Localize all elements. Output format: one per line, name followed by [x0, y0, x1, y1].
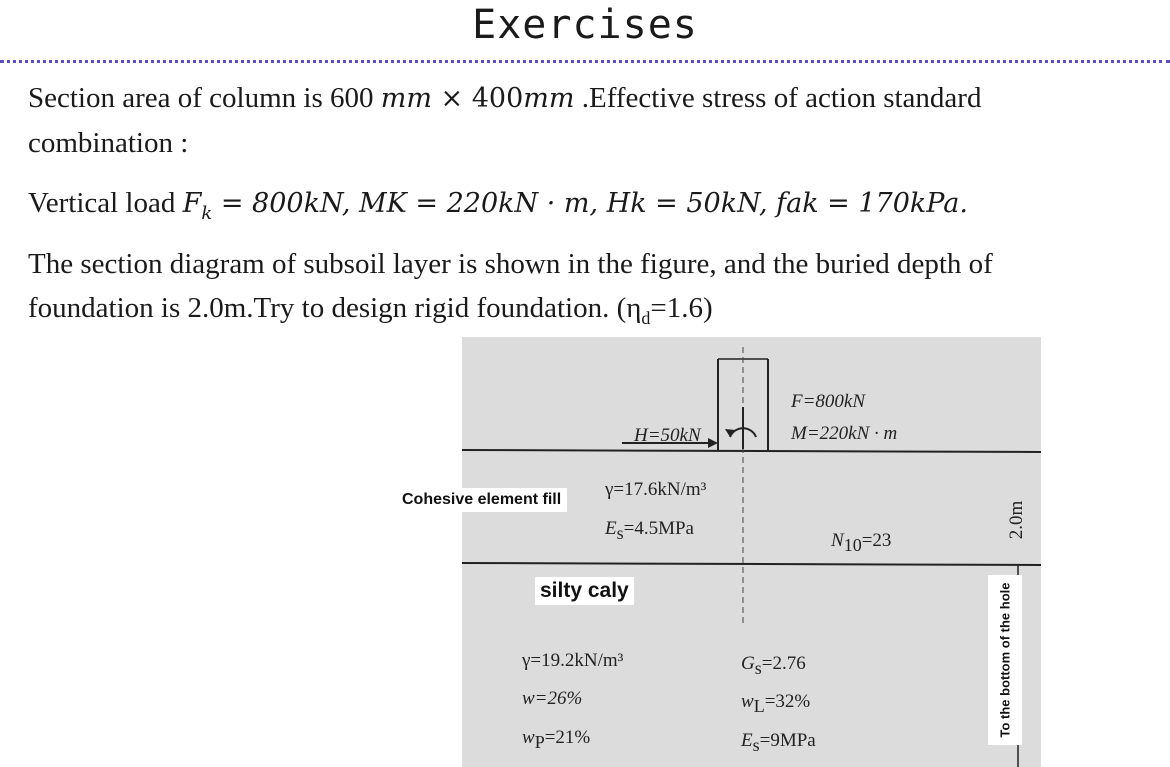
- fill-unit-weight: γ=17.6kN/m³: [605, 479, 707, 500]
- clay-unit-weight: γ=19.2kN/m³: [522, 650, 624, 671]
- math-expression: = 800kN, MK = 220kN · m, Hk = 50kN, fak = 170kPa.: [212, 188, 968, 219]
- math-unit: mm: [380, 83, 432, 114]
- clay-specific-gravity: $G_s=2.76$: [741, 653, 806, 678]
- cohesive-fill-label: Cohesive element fill: [396, 488, 567, 512]
- dotted-divider: [0, 60, 1170, 63]
- clay-liquid-limit: $w_L=32\%$: [741, 691, 811, 716]
- subscript: d: [641, 307, 651, 328]
- text: .Effective stress of action standard: [574, 82, 982, 114]
- text: combination :: [28, 127, 189, 159]
- moment-label: M=220kN · m: [791, 423, 898, 444]
- clay-water-content: w=26%: [522, 688, 583, 709]
- paragraph-section-area: [28, 76, 1148, 165]
- math-unit: mm: [523, 83, 575, 114]
- hole-bottom-label: To the bottom of the hole: [988, 575, 1022, 745]
- soil-section-figure: [462, 337, 1041, 767]
- vertical-load-label: F=800kN: [791, 391, 866, 412]
- clay-modulus: $E_s=9MPa$: [741, 730, 816, 755]
- horizontal-force-label: H=50kN: [634, 425, 701, 446]
- text: =1.6): [650, 292, 713, 324]
- depth-dimension-label: 2.0m: [1006, 500, 1027, 540]
- paragraph-section-diagram: [28, 242, 1148, 340]
- spt-blow-count: $N_{10}=23$: [831, 530, 892, 555]
- silty-clay-label: silty caly: [535, 577, 634, 605]
- text: Section area of column is 600: [28, 82, 381, 114]
- paragraph-vertical-load: [28, 181, 1148, 236]
- text: foundation is 2.0m.Try to design rigid foundation. (η: [28, 292, 642, 324]
- text: Vertical load: [28, 187, 183, 219]
- math-symbol: F: [182, 188, 202, 219]
- math-subscript: k: [201, 202, 213, 224]
- fill-modulus: $E_s=4.5MPa$: [605, 518, 694, 543]
- text: The section diagram of subsoil layer is shown in the figure, and the buried depth of: [28, 248, 993, 280]
- clay-plastic-limit: $w_P=21\%$: [522, 727, 591, 752]
- math-times: × 400: [431, 83, 524, 114]
- page-title: Exercises: [472, 2, 698, 48]
